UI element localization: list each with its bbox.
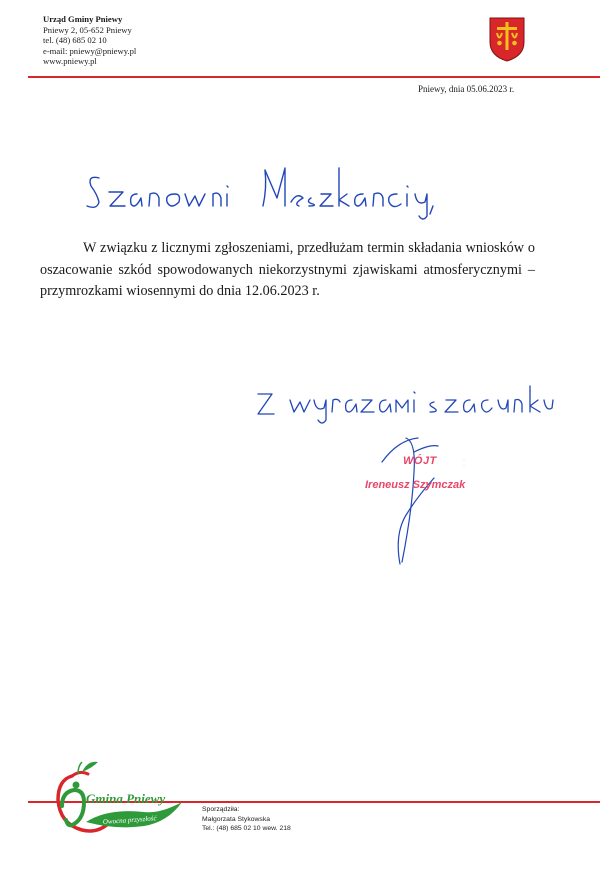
svg-text:Gmina Pniewy: Gmina Pniewy: [86, 791, 166, 806]
greeting-handwritten: [85, 158, 485, 228]
coat-of-arms-icon: [488, 16, 526, 62]
sender-email: e-mail: pniewy@pniewy.pl: [43, 45, 137, 56]
signature-icon: [360, 432, 490, 567]
sender-name: Urząd Gminy Pniewy: [43, 14, 123, 24]
prepared-by-name: Małgorzata Stykowska: [202, 815, 270, 823]
letter-date: Pniewy, dnia 05.06.2023 r.: [418, 84, 515, 94]
prepared-by-block: [202, 805, 291, 834]
prepared-by-label: Sporządziła:: [202, 806, 240, 813]
stamp-name: Ireneusz Szymczak: [365, 479, 466, 491]
sender-address: Pniewy 2, 05-652 Pniewy: [43, 24, 132, 35]
sender-phone: tel. (48) 685 02 10: [43, 35, 107, 46]
prepared-by-phone: Tel.: (48) 685 02 10 wew. 218: [202, 825, 291, 833]
stamp-title: WÓJT: [403, 455, 437, 467]
sender-website: www.pniewy.pl: [43, 56, 97, 67]
letter-body: W związku z licznymi zgłoszeniami, przedłużam termin składania wniosków o oszacowanie szkód spowodowanych niekorzystnymi zjawiskami atmosferycznymi – przymrozkami wiosennymi do dnia 12.06.2023 r.: [40, 240, 535, 299]
stamp-mark: · ·: [463, 457, 465, 469]
sender-block: [43, 14, 136, 67]
gmina-pniewy-logo-icon: [48, 758, 188, 838]
header-divider: [28, 76, 600, 78]
svg-text:Owocna przyszłość: Owocna przyszłość: [102, 814, 157, 826]
closing-handwritten: [254, 378, 554, 428]
